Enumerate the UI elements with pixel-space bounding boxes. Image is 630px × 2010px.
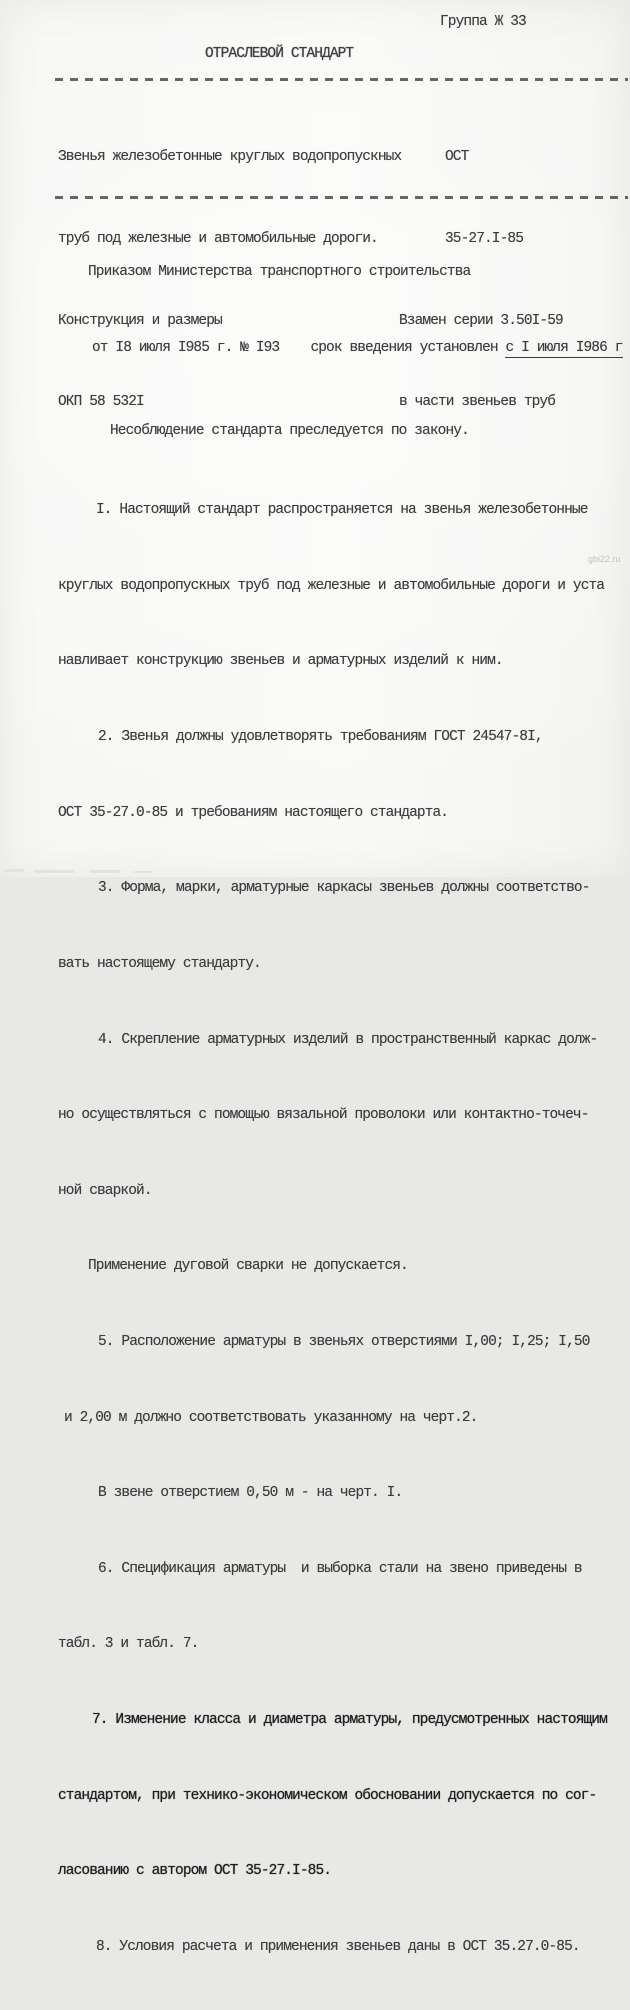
text-line: но осуществляться с помощью вязальной проволоки или контактно-точеч- (58, 1107, 589, 1124)
text-line: Приказом Министерства транспортного строительства (88, 264, 471, 281)
text-line: табл. 3 и табл. 7. (58, 1636, 199, 1653)
header-subject-line: труб под железные и автомобильные дороги. (58, 231, 378, 248)
text-line: Применение дуговой сварки не допускается. (88, 1258, 408, 1275)
text-line (58, 336, 630, 361)
scan-artifact (90, 870, 120, 873)
order-date-text: от I8 июля I985 г. № I93 срок введения установлен (92, 340, 506, 357)
text-line: вать настоящему стандарту. (58, 955, 261, 972)
text-line: 3. Форма, марки, арматурные каркасы звеньев должны соответство- (98, 880, 590, 897)
dashed-divider-top (55, 78, 628, 81)
text-line: 2. Звенья должны удовлетворять требованиям ГОСТ 24547-8I, (98, 729, 543, 746)
text-line: Несоблюдение стандарта преследуется по закону. (110, 422, 469, 439)
text-line: 4. Скрепление арматурных изделий в пространственный каркас долж- (98, 1031, 598, 1048)
replaces-series-note: Взамен серии 3.50I-59 (399, 312, 563, 329)
document-type-title: ОТРАСЛЕВОЙ СТАНДАРТ (205, 46, 354, 62)
text-line: навливает конструкцию звеньев и арматурных изделий к ним. (58, 653, 503, 670)
text-line: В звене отверстием 0,50 м - на черт. I. (98, 1485, 403, 1502)
standard-number: 35-27.I-85 (445, 231, 524, 248)
text-line: 7. Изменение класса и диаметра арматуры, предусмотренных настоящим (92, 1711, 607, 1728)
dashed-divider-bottom (55, 196, 628, 199)
scan-artifact (34, 870, 74, 873)
text-line: 5. Расположение арматуры в звеньях отверстиями I,00; I,25; I,50 (98, 1333, 590, 1350)
scan-artifact (134, 871, 152, 873)
text-line: 6. Спецификация арматуры и выборка стали на звено приведены в (98, 1560, 582, 1577)
replaces-scope-note: в части звеньев труб (399, 394, 556, 411)
text-line: 8. Условия расчета и применения звеньев даны в ОСТ 35.27.0-85. (96, 1938, 580, 1955)
header-subject-line: Звенья железобетонные круглых водопропускных (58, 149, 402, 166)
text-line: ОСТ 35-27.0-85 и требованиям настоящего стандарта. (58, 804, 449, 821)
watermark-gbi22: gbi22.ru (588, 554, 621, 564)
text-line: круглых водопропускных труб под железные и автомобильные дороги и уста (58, 577, 605, 594)
header-subject-line: Конструкция и размеры (58, 312, 222, 329)
text-line: I. Настоящий стандарт распространяется на звенья железобетонные (96, 502, 588, 519)
text-line: ласованию с автором ОСТ 35-27.I-85. (58, 1863, 332, 1880)
scan-artifact (4, 869, 24, 872)
header-okp-code: ОКП 58 532I (58, 394, 144, 411)
text-line: ной сваркой. (58, 1182, 152, 1199)
text-line: и 2,00 м должно соответствовать указанному на черт.2. (64, 1409, 478, 1426)
group-label: Группа Ж 33 (440, 14, 526, 30)
standard-designation: ОСТ (445, 149, 469, 166)
body-text (58, 205, 630, 2010)
text-line: стандартом, при технико-экономическом обосновании допускается по сог- (58, 1787, 597, 1804)
effective-date-underlined: с I июля I986 г (505, 340, 623, 357)
